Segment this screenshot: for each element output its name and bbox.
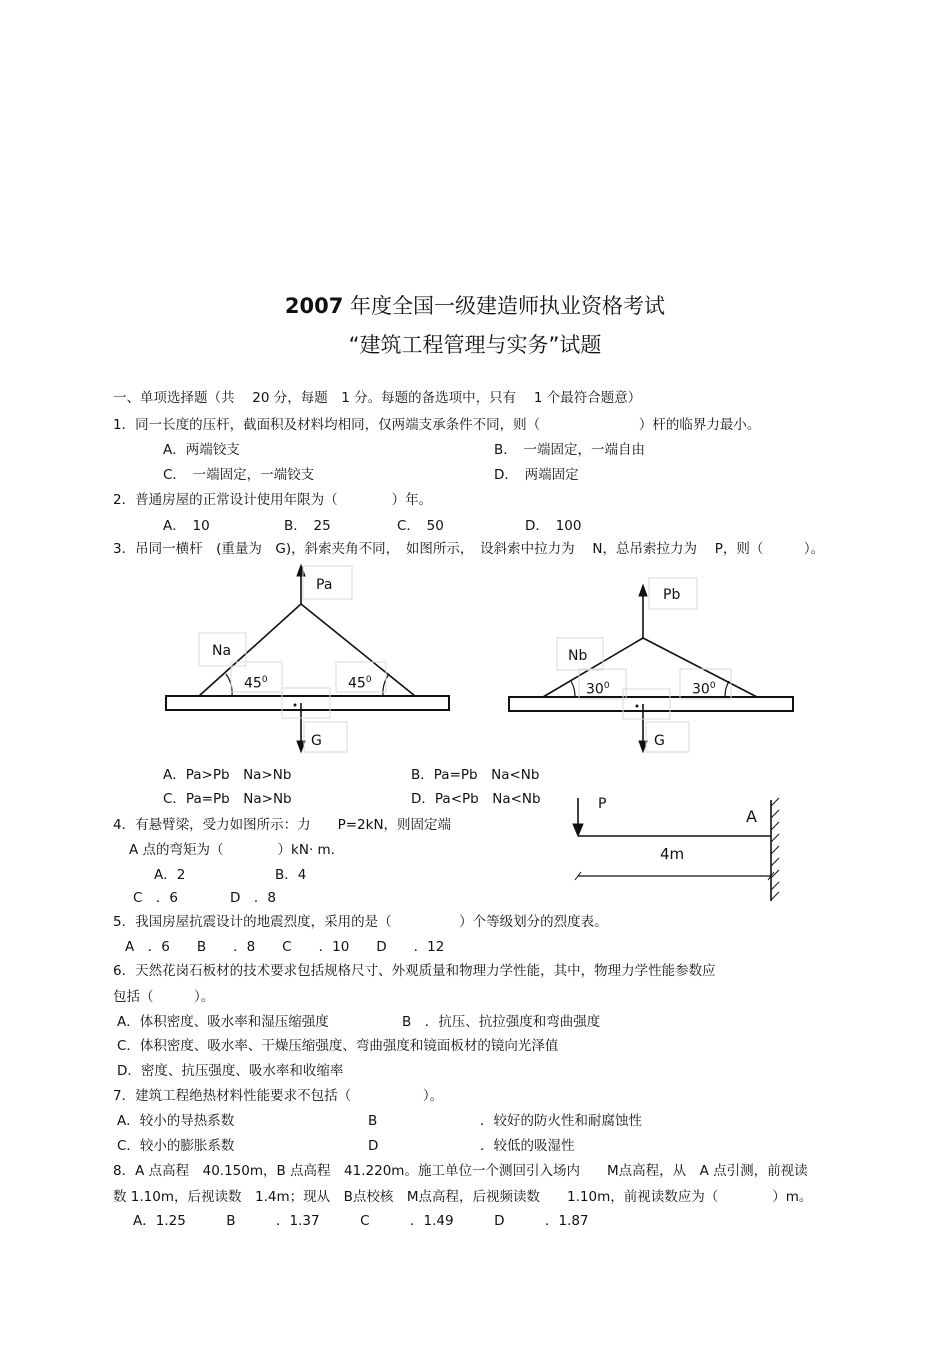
q7-option-b-letter: B xyxy=(368,1113,378,1129)
fig-a-left-angle: $45^0$ xyxy=(244,675,268,692)
q1-stem: 1．同一长度的压杆，截面积及材料均相同，仅两端支承条件不同，则（ ）杆的临界力最小。 xyxy=(113,417,761,433)
q6-stem-line1: 6．天然花岗石板材的技术要求包括规格尺寸、外观质量和物理力学性能，其中，物理力学性能参数应 xyxy=(113,963,716,979)
q6-option-a: A．体积密度、吸水率和湿压缩强度 xyxy=(117,1014,329,1030)
sling-figure-a xyxy=(166,565,449,752)
q4-option-b: B．4 xyxy=(275,867,307,883)
q1-option-d: D． 两端固定 xyxy=(494,467,579,483)
fig-b-left-angle: $30^0$ xyxy=(586,681,610,698)
q8-options: A．1.25 B ．1.37 C ．1.49 D ．1.87 xyxy=(133,1213,589,1229)
q6-option-d: D．密度、抗压强度、吸水率和收缩率 xyxy=(117,1063,344,1079)
q7-option-d-letter: D xyxy=(368,1138,379,1154)
sling-figure-b xyxy=(509,578,793,752)
q7-option-a: A．较小的导热系数 xyxy=(117,1113,235,1129)
q4-stem-line1: 4．有悬臂梁，受力如图所示：力 P=2kN，则固定端 xyxy=(113,817,452,833)
exam-title-line2: “建筑工程管理与实务”试题 xyxy=(348,333,602,357)
fig-b-g-label: G xyxy=(654,733,665,749)
section-heading: 一、单项选择题（共 20 分，每题 1 分。每题的备选项中，只有 1 个最符合题意） xyxy=(113,390,642,406)
q8-stem-line2: 数 1.10m，后视读数 1.4m；现从 B点校核 M点高程，后视频读数 1.10m，前视读数应为（ ）m。 xyxy=(113,1189,813,1205)
q4-fig-p-label: P xyxy=(598,796,607,812)
fig-b-p-label: Pb xyxy=(663,587,681,603)
q1-option-b: B． 一端固定，一端自由 xyxy=(494,442,646,458)
q4-option-d: D ．8 xyxy=(230,890,276,906)
q4-stem-line2: A 点的弯矩为（ ）kN· m. xyxy=(129,842,335,858)
fig-b-n-label: Nb xyxy=(568,648,588,664)
q3-option-b: B．Pa=Pb Na<Nb xyxy=(411,767,540,783)
q3-option-a: A．Pa>Pb Na>Nb xyxy=(163,767,292,783)
exam-title-text: 年度全国一级建造师执业资格考试 xyxy=(343,294,666,318)
q5-stem: 5．我国房屋抗震设计的地震烈度，采用的是（ ）个等级划分的烈度表。 xyxy=(113,914,608,930)
q6-stem-line2: 包括（ ）。 xyxy=(113,989,215,1005)
q1-option-a: A．两端铰支 xyxy=(163,442,240,458)
fig-a-n-label: Na xyxy=(212,643,232,659)
q7-option-b: ．较好的防火性和耐腐蚀性 xyxy=(480,1113,642,1129)
q6-option-b: B ．抗压、抗拉强度和弯曲强度 xyxy=(402,1014,601,1030)
fig-a-p-label: Pa xyxy=(316,577,333,593)
fig-b-right-angle: $30^0$ xyxy=(692,681,716,698)
exam-year: 2007 xyxy=(284,294,344,318)
q2-stem: 2．普通房屋的正常设计使用年限为（ ）年。 xyxy=(113,492,433,508)
q2-option-d: D． 100 xyxy=(525,518,582,534)
q3-option-d: D．Pa<Pb Na<Nb xyxy=(411,791,541,807)
q7-option-c: C．较小的膨胀系数 xyxy=(117,1138,235,1154)
q5-options: A ．6 B ．8 C ．10 D ．12 xyxy=(125,939,445,955)
q7-stem: 7．建筑工程绝热材料性能要求不包括（ ）。 xyxy=(113,1088,444,1104)
q2-option-b: B． 25 xyxy=(284,518,331,534)
q8-stem-line1: 8．A 点高程 40.150m，B 点高程 41.220m。施工单位一个测回引入场内 M点高程，从 A 点引测，前视读 xyxy=(113,1163,808,1179)
fig-a-g-label: G xyxy=(311,733,322,749)
q3-stem: 3．吊同一横杆 (重量为 G)，斜索夹角不同， 如图所示， 设斜索中拉力为 N，总吊索拉力为 P，则（ ）。 xyxy=(113,541,825,557)
q4-fig-a-label: A xyxy=(746,807,757,826)
q1-option-c: C． 一端固定，一端铰支 xyxy=(163,467,315,483)
q6-option-c: C．体积密度、吸水率、干燥压缩强度、弯曲强度和镜面板材的镜向光泽值 xyxy=(117,1038,559,1054)
q4-fig-length-label: 4m xyxy=(660,845,685,863)
q2-option-a: A． 10 xyxy=(163,518,210,534)
q4-option-c: C ．6 xyxy=(133,890,179,906)
fig-a-right-angle: $45^0$ xyxy=(348,675,372,692)
q4-option-a: A．2 xyxy=(154,867,186,883)
q7-option-d: ．较低的吸湿性 xyxy=(480,1138,575,1154)
q3-option-c: C．Pa=Pb Na>Nb xyxy=(163,791,292,807)
q2-option-c: C． 50 xyxy=(397,518,444,534)
